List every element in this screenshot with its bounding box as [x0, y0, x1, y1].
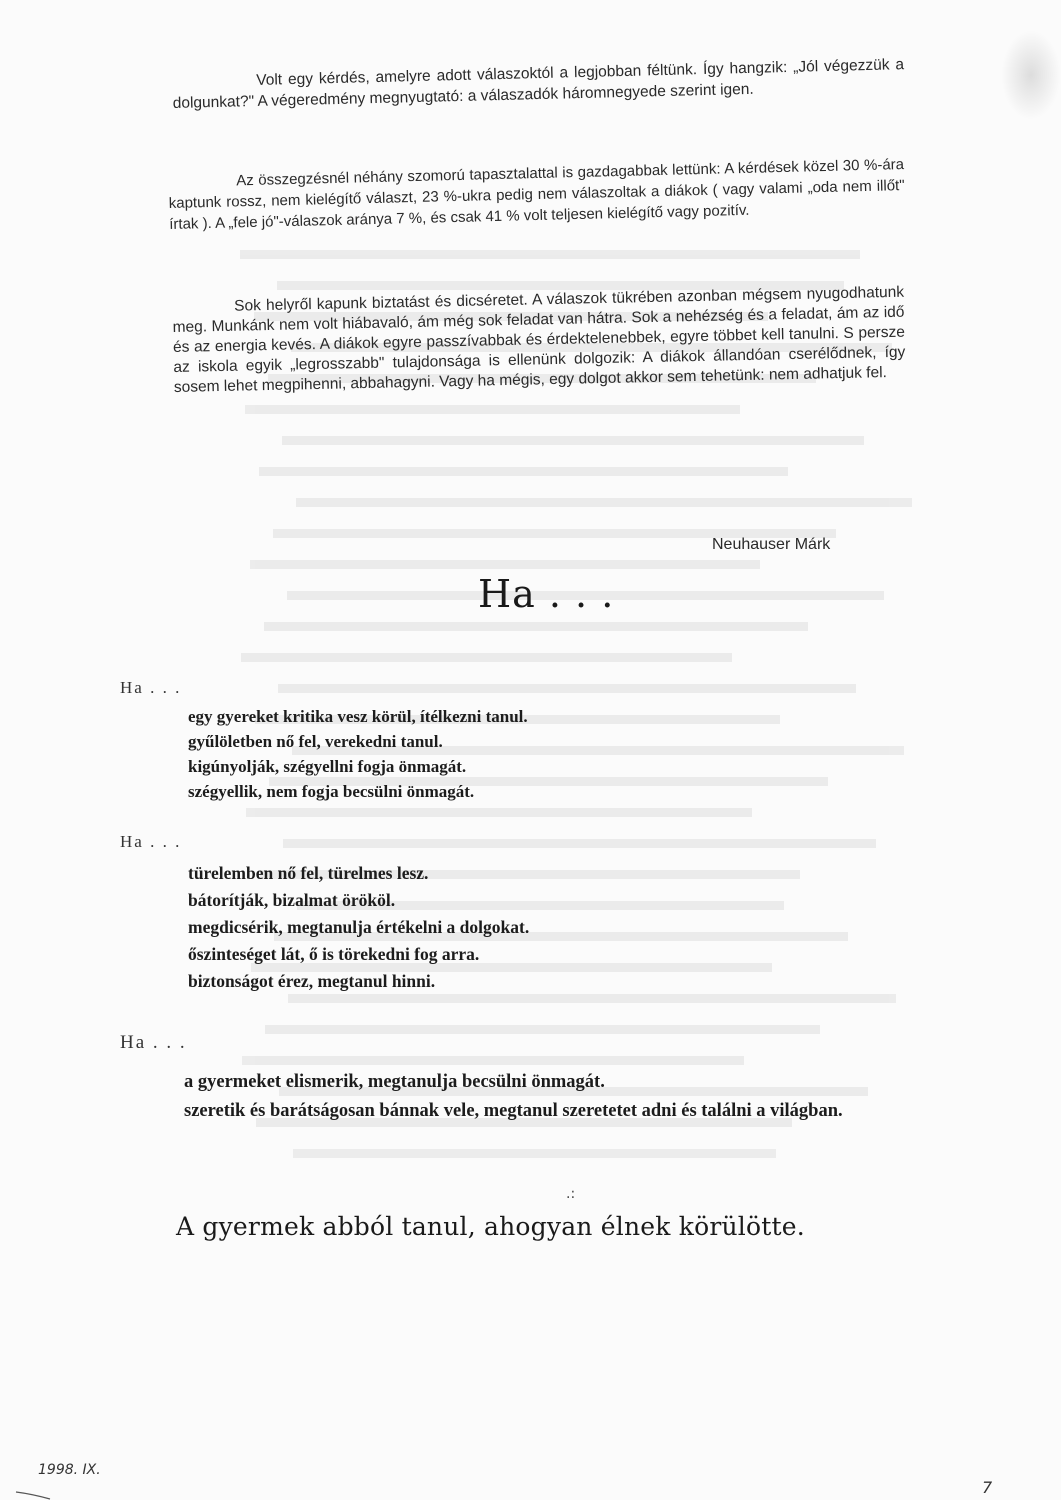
bleed-line [282, 436, 864, 445]
poem-group-1-label: Ha . . . [120, 678, 182, 697]
article-paragraph-2: Az összegzésnél néhány szomorú tapasztalattal is gazdagabbak lettünk: A kérdések közel 30 %-ára kaptunk rossz, nem kielégítő választ, 23 %-ukra pedig nem válaszoltak a diákok ( vagy valami „oda nem illőt" írtak ). A „fele jó"-válaszok aránya 7 %, és csak 41 % volt teljesen kielégítő vagy pozitív. [168, 156, 905, 233]
poem-line: egy gyereket kritika vesz körül, ítélkezni tanul. [188, 707, 528, 726]
poem-closing-line: A gyermek abból tanul, ahogyan élnek körülötte. [176, 1212, 805, 1241]
bleed-line [245, 405, 740, 414]
bleed-line [293, 1149, 776, 1158]
poem-line: szeretik és barátságosan bánnak vele, megtanul szeretetet adni és találni a világban. [184, 1101, 843, 1121]
poem-line: biztonságot érez, megtanul hinni. [188, 971, 436, 991]
separator-mark: .: [566, 1186, 576, 1202]
bleed-line [278, 684, 856, 693]
poem-line: türelemben nő fel, türelmes lesz. [188, 863, 429, 883]
poem-line: kigúnyolják, szégyellni fogja önmagát. [188, 757, 467, 776]
handwritten-page-number: 7 [982, 1478, 993, 1497]
bleed-line [241, 653, 732, 662]
bleed-line [240, 250, 860, 259]
poem-group-3-label: Ha . . . [120, 1032, 187, 1053]
handwritten-date: 1998. IX. [38, 1462, 101, 1478]
bleed-line [246, 808, 752, 817]
bleed-line [264, 622, 808, 631]
bleed-line [283, 839, 876, 848]
bleed-line [259, 467, 788, 476]
article-paragraph-3: Sok helyről kapunk biztatást és dicséretet. A válaszok tükrében azonban mégsem nyugodhatunk meg. Munkánk nem volt hiábavaló, ám még sok feladat van hátra. Sok a nehézség és a feladat, ám az idő és az energia kevés. A diákok egyre passzívabbak és érdektelenebbek, egyre többet kell tanulni. S persze az iskola egyik „legrosszabb" tulajdonsága is ellenünk dolgozik: A diákok állandóan cserélődnek, így sosem lehet megpihenni, abbahagyni. Vagy ha mégis, egy dolgot akkor sem tehetünk: nem adhatjuk fel. [172, 283, 906, 396]
bleed-line [265, 1025, 820, 1034]
poem-line: gyűlöletben nő fel, verekedni tanul. [188, 732, 443, 751]
poem-group-2-label: Ha . . . [120, 832, 182, 851]
bleed-line [250, 560, 760, 569]
bleed-line [242, 1056, 744, 1065]
poem-line: megdicsérik, megtanulja értékelni a dolgokat. [188, 917, 530, 937]
poem-title: Ha . . . [478, 572, 615, 616]
scan-smudge [1001, 30, 1061, 120]
poem-group-2 [188, 860, 529, 995]
bleed-line [296, 498, 912, 507]
poem-line: bátorítják, bizalmat örököl. [188, 890, 396, 910]
article-author: Neuhauser Márk [712, 536, 831, 553]
bleed-line [288, 994, 896, 1003]
poem-line: szégyellik, nem fogja becsülni önmagát. [188, 782, 475, 801]
poem-group-1 [188, 704, 528, 804]
poem-group-3 [184, 1068, 914, 1126]
poem-line: a gyermeket elismerik, megtanulja becsülni önmagát. [184, 1072, 605, 1092]
article-paragraph-1: Volt egy kérdés, amelyre adott válaszoktól a legjobban féltünk. Így hangzik: „Jól végezzük a dolgunkat?" A végeredmény megnyugtató: a válaszadók háromnegyede szerint igen. [172, 56, 905, 112]
poem-line: őszinteséget lát, ő is törekedni fog arra. [188, 944, 480, 964]
pen-stroke-mark [14, 1490, 54, 1500]
